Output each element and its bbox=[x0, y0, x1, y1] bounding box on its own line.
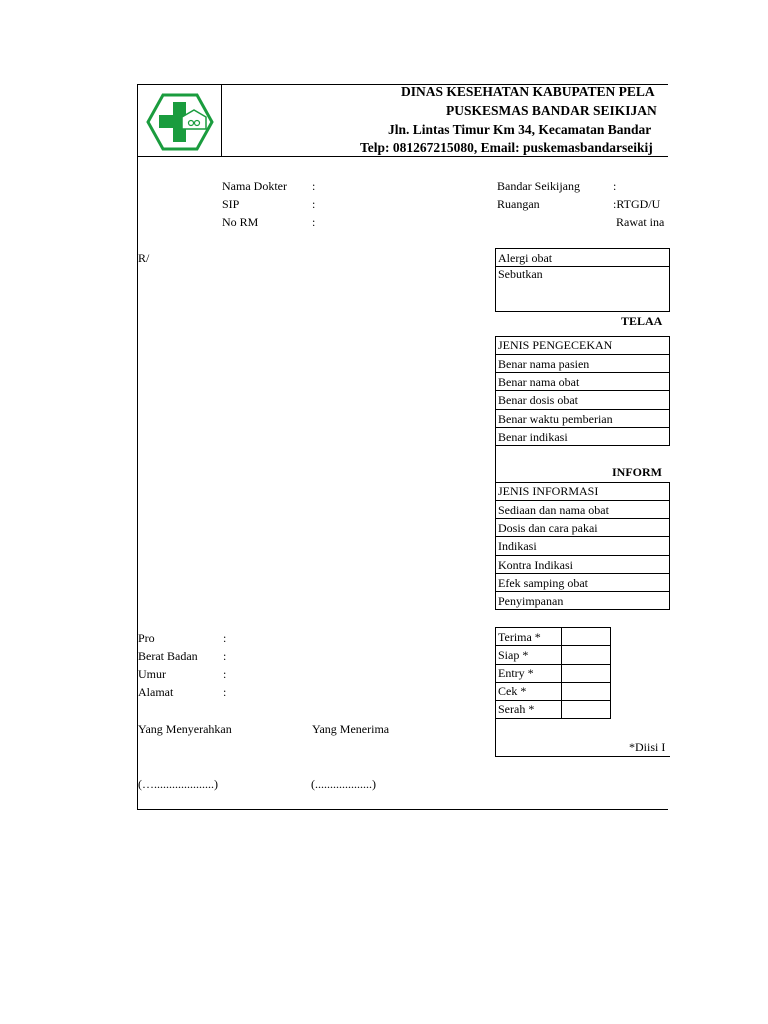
header-divider bbox=[137, 156, 668, 157]
patient-weight-colon: : bbox=[223, 649, 227, 663]
puskesmas-logo bbox=[146, 93, 214, 151]
doctor-name-label: Nama Dokter bbox=[222, 179, 287, 193]
no-rm-colon: : bbox=[312, 215, 316, 229]
status-terima: Terima * bbox=[498, 630, 541, 644]
receiver-signature-blank: (...................) bbox=[311, 777, 376, 791]
patient-age-colon: : bbox=[223, 667, 227, 681]
informasi-item: Kontra Indikasi bbox=[498, 558, 573, 572]
patient-weight-label: Berat Badan bbox=[138, 649, 198, 663]
header-line-1: DINAS KESEHATAN KABUPATEN PELA bbox=[401, 84, 655, 99]
status-siap: Siap * bbox=[498, 648, 529, 662]
header-line-3: Jln. Lintas Timur Km 34, Kecamatan Bandar bbox=[388, 122, 652, 137]
rx-label: R/ bbox=[138, 251, 150, 265]
giver-signature-blank: (…....................) bbox=[138, 777, 218, 791]
telaah-item: Benar nama obat bbox=[498, 375, 580, 389]
status-cek: Cek * bbox=[498, 684, 527, 698]
status-col-divider bbox=[561, 627, 562, 719]
location-value: : bbox=[613, 179, 617, 193]
telaah-title: TELAA bbox=[621, 314, 663, 328]
header-line-4: Telp: 081267215080, Email: puskemasbandarseikij bbox=[360, 140, 653, 155]
giver-signature-label: Yang Menyerahkan bbox=[138, 722, 232, 736]
no-rm-label: No RM bbox=[222, 215, 259, 229]
patient-address-colon: : bbox=[223, 685, 227, 699]
telaah-header: JENIS PENGECEKAN bbox=[498, 338, 613, 352]
allergy-detail-label: Sebutkan bbox=[498, 267, 543, 281]
patient-age-label: Umur bbox=[138, 667, 166, 681]
receiver-signature-label: Yang Menerima bbox=[312, 722, 390, 736]
room-label: Ruangan bbox=[497, 197, 540, 211]
informasi-left-border bbox=[495, 446, 496, 482]
telaah-item: Benar waktu pemberian bbox=[498, 412, 613, 426]
location-label: Bandar Seikijang bbox=[497, 179, 580, 193]
telaah-item: Benar nama pasien bbox=[498, 357, 590, 371]
frame-bottom-border bbox=[137, 809, 668, 810]
patient-pro-label: Pro bbox=[138, 631, 155, 645]
fill-note: *Diisi I bbox=[629, 740, 666, 754]
informasi-item: Sediaan dan nama obat bbox=[498, 503, 609, 517]
room-value-2: Rawat ina bbox=[616, 215, 665, 229]
frame-left-border bbox=[137, 84, 138, 810]
status-entry: Entry * bbox=[498, 666, 534, 680]
logo-cell-divider bbox=[221, 84, 222, 156]
patient-pro-colon: : bbox=[223, 631, 227, 645]
informasi-header: JENIS INFORMASI bbox=[498, 484, 599, 498]
patient-address-label: Alamat bbox=[138, 685, 174, 699]
informasi-item: Efek samping obat bbox=[498, 576, 588, 590]
doctor-name-colon: : bbox=[312, 179, 316, 193]
status-serah: Serah * bbox=[498, 702, 535, 716]
telaah-item: Benar dosis obat bbox=[498, 393, 578, 407]
room-value: :RTGD/U bbox=[613, 197, 661, 211]
informasi-item: Penyimpanan bbox=[498, 594, 564, 608]
informasi-item: Indikasi bbox=[498, 539, 537, 553]
status-area-bottom-border bbox=[495, 756, 670, 757]
sip-label: SIP bbox=[222, 197, 240, 211]
header-line-2: PUSKESMAS BANDAR SEIKIJAN bbox=[446, 103, 657, 118]
sip-colon: : bbox=[312, 197, 316, 211]
telaah-item: Benar indikasi bbox=[498, 430, 568, 444]
cross-house-logo-icon bbox=[146, 93, 214, 151]
informasi-title: INFORM bbox=[612, 465, 662, 479]
informasi-item: Dosis dan cara pakai bbox=[498, 521, 598, 535]
allergy-label: Alergi obat bbox=[498, 251, 553, 265]
